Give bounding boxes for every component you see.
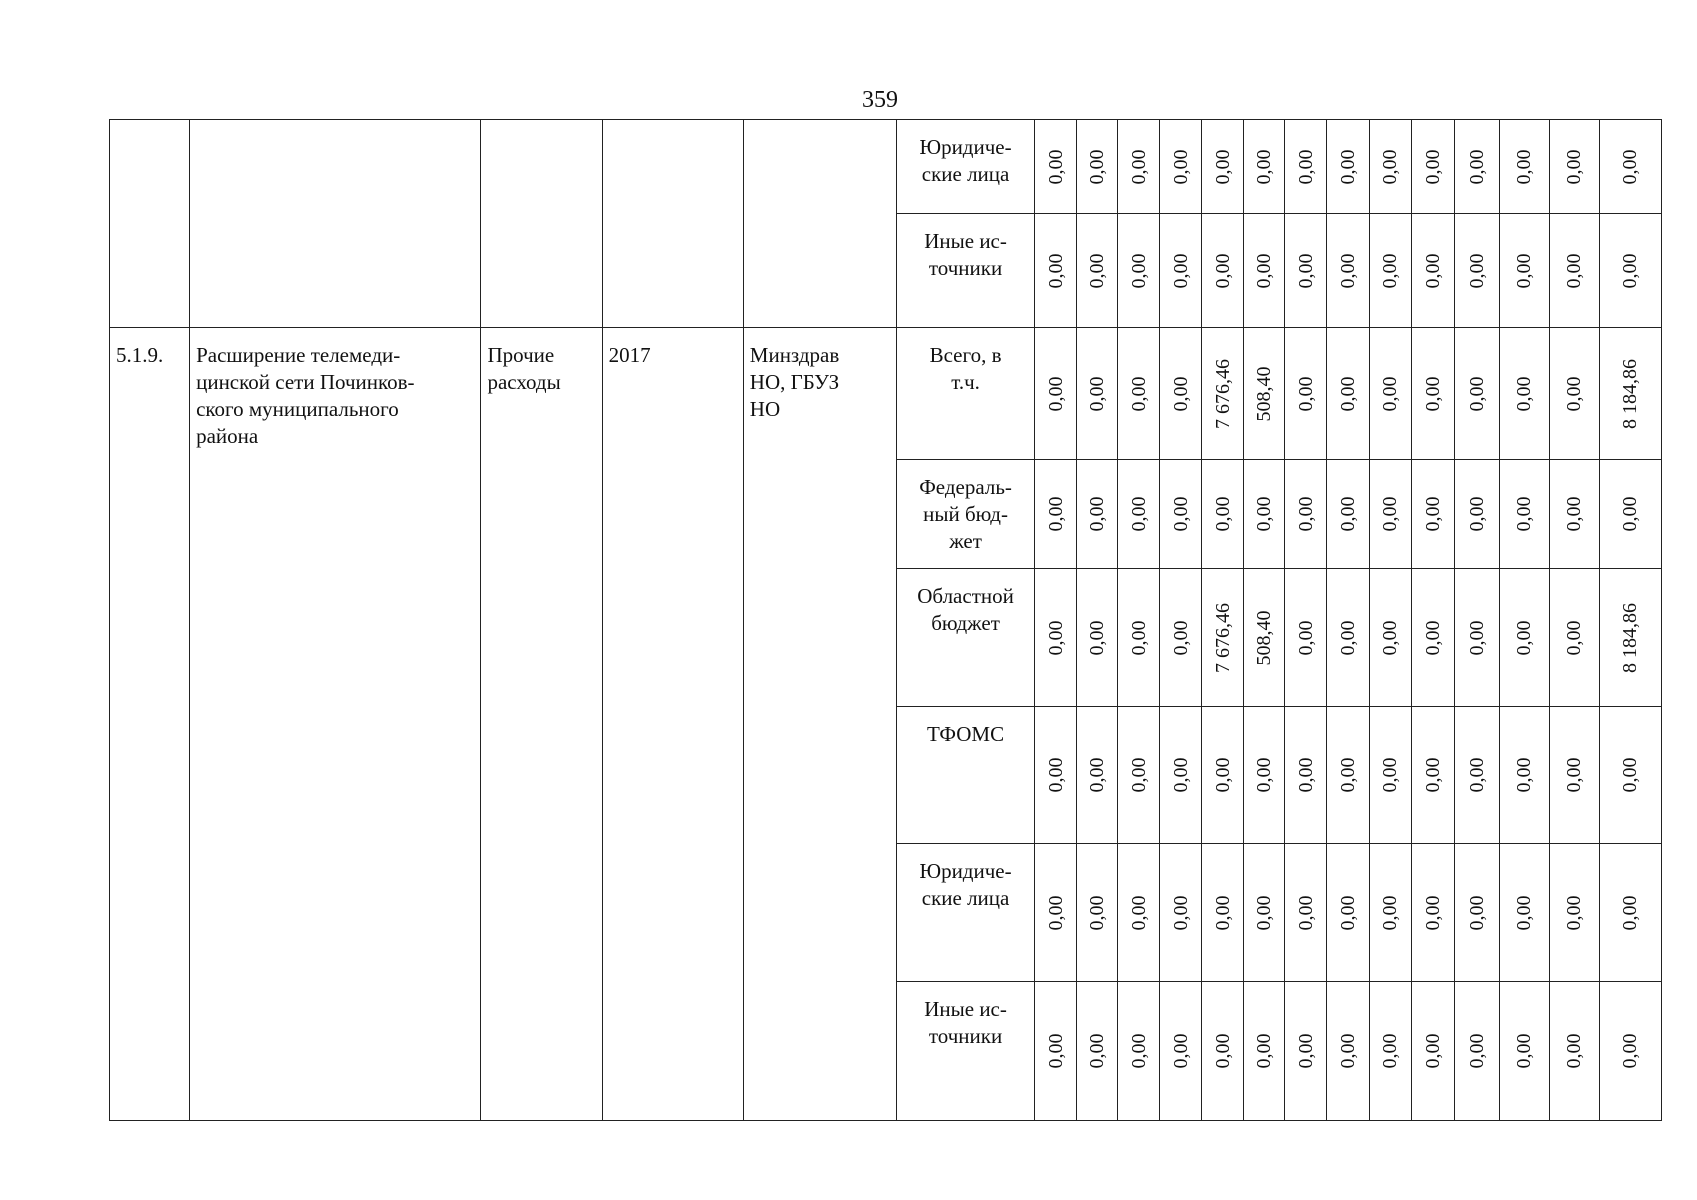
amount-cell (1160, 214, 1202, 328)
amount-value: 0,00 (1211, 757, 1234, 793)
amount-value: 0,00 (1044, 757, 1067, 793)
amount-cell (1327, 214, 1369, 328)
amount-value: 0,00 (1169, 376, 1192, 411)
amount-cell (1327, 120, 1369, 214)
amount-cell (1285, 120, 1327, 214)
amount-cell (1499, 982, 1549, 1121)
amount-cell (1160, 844, 1202, 982)
funding-source-line: Иные ис- (924, 997, 1007, 1021)
amount-value: 0,00 (1169, 895, 1192, 930)
amount-value: 0,00 (1127, 253, 1150, 288)
amount-cell (1599, 214, 1661, 328)
amount-value: 508,40 (1253, 610, 1276, 665)
amount-value: 0,00 (1127, 496, 1150, 532)
amount-value: 0,00 (1379, 757, 1402, 793)
amount-value: 0,00 (1421, 149, 1444, 184)
amount-cell (1549, 120, 1599, 214)
amount-value: 0,00 (1169, 253, 1192, 288)
amount-value: 0,00 (1294, 496, 1317, 532)
item-executor (743, 328, 896, 1121)
funding-source (896, 120, 1034, 214)
funding-source (896, 214, 1034, 328)
amount-cell (1411, 707, 1454, 844)
amount-value: 0,00 (1294, 149, 1317, 184)
amount-cell (1549, 982, 1599, 1121)
amount-value: 0,00 (1619, 253, 1642, 288)
amount-value: 0,00 (1465, 895, 1488, 930)
amount-value: 0,00 (1336, 149, 1359, 184)
table-row (110, 328, 1662, 460)
amount-value: 0,00 (1169, 149, 1192, 184)
amount-cell (1244, 120, 1285, 214)
amount-cell (1285, 214, 1327, 328)
amount-cell (1118, 844, 1160, 982)
amount-cell (1454, 460, 1499, 569)
amount-cell (1244, 569, 1285, 707)
amount-value: 8 184,86 (1619, 358, 1642, 429)
amount-cell (1411, 120, 1454, 214)
amount-cell (1035, 214, 1077, 328)
amount-value: 0,00 (1294, 620, 1317, 655)
amount-cell (1549, 844, 1599, 982)
amount-value: 0,00 (1421, 757, 1444, 793)
amount-cell (1549, 707, 1599, 844)
amount-value: 0,00 (1336, 620, 1359, 655)
amount-cell (1599, 120, 1661, 214)
amount-cell (1599, 328, 1661, 460)
amount-value: 0,00 (1513, 895, 1536, 930)
amount-value: 0,00 (1619, 757, 1642, 793)
amount-value: 0,00 (1379, 376, 1402, 411)
item-year: 2017 (602, 328, 743, 1121)
amount-value: 0,00 (1421, 620, 1444, 655)
amount-value: 0,00 (1336, 376, 1359, 411)
amount-value: 0,00 (1465, 757, 1488, 793)
amount-value: 0,00 (1421, 895, 1444, 930)
amount-cell (1035, 707, 1077, 844)
amount-value: 0,00 (1513, 496, 1536, 532)
amount-value: 0,00 (1465, 1033, 1488, 1069)
amount-value: 0,00 (1465, 620, 1488, 655)
amount-value: 0,00 (1513, 149, 1536, 184)
amount-cell (1244, 707, 1285, 844)
funding-source-line: ный бюд- (923, 502, 1008, 526)
amount-value: 0,00 (1086, 149, 1109, 184)
amount-cell (1285, 844, 1327, 982)
amount-value: 0,00 (1127, 895, 1150, 930)
amount-cell (1454, 214, 1499, 328)
amount-cell (1369, 120, 1411, 214)
expense-type-line: расходы (487, 370, 561, 394)
amount-value: 0,00 (1044, 620, 1067, 655)
amount-cell (1118, 120, 1160, 214)
funding-source-line: Областной (917, 584, 1014, 608)
amount-value: 508,40 (1253, 366, 1276, 421)
amount-value: 0,00 (1513, 376, 1536, 411)
amount-value: 0,00 (1044, 496, 1067, 532)
item-name-line: ского муниципального (196, 397, 399, 421)
amount-value: 0,00 (1619, 895, 1642, 930)
amount-value: 8 184,86 (1619, 602, 1642, 673)
amount-cell (1077, 120, 1118, 214)
amount-value: 0,00 (1619, 496, 1642, 532)
amount-cell (1599, 707, 1661, 844)
amount-value: 0,00 (1465, 496, 1488, 532)
amount-cell (1411, 328, 1454, 460)
empty-cell (602, 120, 743, 328)
amount-value: 0,00 (1336, 496, 1359, 532)
amount-value: 0,00 (1253, 1033, 1276, 1069)
amount-cell (1599, 844, 1661, 982)
amount-value: 0,00 (1086, 1033, 1109, 1069)
amount-cell (1411, 214, 1454, 328)
amount-cell (1202, 707, 1244, 844)
amount-value: 0,00 (1044, 253, 1067, 288)
amount-cell (1499, 120, 1549, 214)
funding-source-line: Юридиче- (919, 135, 1012, 159)
amount-cell (1549, 328, 1599, 460)
amount-cell (1411, 844, 1454, 982)
amount-cell (1202, 844, 1244, 982)
amount-value: 0,00 (1563, 620, 1586, 655)
amount-value: 0,00 (1563, 757, 1586, 793)
amount-value: 0,00 (1253, 253, 1276, 288)
amount-cell (1327, 460, 1369, 569)
amount-cell (1369, 569, 1411, 707)
funding-source-line: точники (928, 256, 1003, 280)
amount-value: 0,00 (1513, 1033, 1536, 1069)
amount-cell (1035, 982, 1077, 1121)
amount-value: 0,00 (1465, 376, 1488, 411)
amount-value: 0,00 (1563, 895, 1586, 930)
table-row (110, 120, 1662, 214)
item-name-line: цинской сети Починков- (196, 370, 415, 394)
amount-value: 0,00 (1253, 496, 1276, 532)
funding-source (896, 707, 1034, 844)
budget-table (109, 119, 1662, 1121)
amount-value: 0,00 (1379, 1033, 1402, 1069)
amount-value: 0,00 (1044, 895, 1067, 930)
amount-cell (1160, 569, 1202, 707)
amount-value: 0,00 (1169, 496, 1192, 532)
amount-cell (1369, 707, 1411, 844)
amount-cell (1454, 569, 1499, 707)
amount-cell (1035, 569, 1077, 707)
amount-value: 0,00 (1086, 496, 1109, 532)
amount-cell (1599, 460, 1661, 569)
amount-value: 7 676,46 (1211, 358, 1234, 429)
amount-cell (1499, 460, 1549, 569)
amount-cell (1035, 844, 1077, 982)
amount-value: 0,00 (1294, 376, 1317, 411)
amount-value: 0,00 (1044, 149, 1067, 184)
amount-cell (1499, 214, 1549, 328)
amount-cell (1160, 982, 1202, 1121)
amount-cell (1369, 844, 1411, 982)
amount-value: 0,00 (1336, 895, 1359, 930)
amount-value: 0,00 (1169, 1033, 1192, 1069)
item-name (190, 328, 481, 1121)
amount-value: 0,00 (1044, 376, 1067, 411)
funding-source-line: Федераль- (919, 475, 1012, 499)
amount-cell (1118, 328, 1160, 460)
page-number: 359 (862, 87, 898, 113)
amount-cell (1327, 844, 1369, 982)
amount-cell (1454, 328, 1499, 460)
funding-source-line: ские лица (921, 886, 1010, 910)
amount-cell (1499, 844, 1549, 982)
amount-value: 0,00 (1336, 757, 1359, 793)
amount-value: 0,00 (1211, 1033, 1234, 1069)
funding-source-line: бюджет (931, 611, 1000, 635)
amount-cell (1454, 982, 1499, 1121)
empty-cell (743, 120, 896, 328)
amount-value: 0,00 (1336, 1033, 1359, 1069)
amount-cell (1285, 569, 1327, 707)
item-executor-line: НО (749, 397, 781, 421)
amount-cell (1118, 982, 1160, 1121)
amount-value: 0,00 (1421, 496, 1444, 532)
item-executor-line: Минздрав (749, 343, 840, 367)
funding-source (896, 460, 1034, 569)
amount-value: 0,00 (1294, 1033, 1317, 1069)
amount-cell (1118, 707, 1160, 844)
amount-cell (1202, 120, 1244, 214)
amount-cell (1499, 328, 1549, 460)
amount-value: 0,00 (1379, 895, 1402, 930)
amount-cell (1327, 328, 1369, 460)
amount-cell (1327, 569, 1369, 707)
amount-value: 0,00 (1379, 149, 1402, 184)
amount-value: 0,00 (1044, 1033, 1067, 1069)
funding-source (896, 844, 1034, 982)
amount-value: 0,00 (1127, 1033, 1150, 1069)
amount-value: 0,00 (1086, 757, 1109, 793)
amount-cell (1285, 982, 1327, 1121)
funding-source-line: Всего, в (929, 343, 1002, 367)
item-number: 5.1.9. (110, 328, 190, 1121)
funding-source-line: Иные ис- (924, 229, 1007, 253)
amount-cell (1599, 982, 1661, 1121)
amount-value: 0,00 (1563, 376, 1586, 411)
amount-cell (1077, 707, 1118, 844)
amount-cell (1411, 569, 1454, 707)
item-executor-line: НО, ГБУЗ (749, 370, 840, 394)
amount-cell (1077, 844, 1118, 982)
amount-cell (1118, 569, 1160, 707)
amount-cell (1327, 707, 1369, 844)
amount-cell (1077, 328, 1118, 460)
expense-type-line: Прочие (487, 343, 555, 367)
amount-value: 0,00 (1253, 895, 1276, 930)
amount-cell (1411, 982, 1454, 1121)
amount-cell (1160, 328, 1202, 460)
item-name-line: Расширение телемеди- (196, 343, 401, 367)
amount-cell (1035, 328, 1077, 460)
amount-value: 0,00 (1211, 496, 1234, 532)
amount-value: 0,00 (1127, 757, 1150, 793)
funding-source-line: жет (949, 529, 982, 553)
amount-cell (1549, 214, 1599, 328)
amount-cell (1327, 982, 1369, 1121)
amount-cell (1202, 328, 1244, 460)
amount-value: 0,00 (1086, 376, 1109, 411)
funding-source-line: ские лица (921, 162, 1010, 186)
funding-source-line: Юридиче- (919, 859, 1012, 883)
amount-value: 0,00 (1379, 253, 1402, 288)
amount-value: 0,00 (1513, 620, 1536, 655)
amount-cell (1244, 982, 1285, 1121)
amount-cell (1549, 569, 1599, 707)
amount-cell (1202, 214, 1244, 328)
amount-cell (1369, 460, 1411, 569)
empty-cell (110, 120, 190, 328)
amount-value: 0,00 (1379, 496, 1402, 532)
item-name-line: района (196, 424, 259, 448)
amount-cell (1160, 120, 1202, 214)
amount-value: 0,00 (1619, 1033, 1642, 1069)
amount-cell (1077, 460, 1118, 569)
amount-value: 0,00 (1253, 757, 1276, 793)
amount-value: 0,00 (1253, 149, 1276, 184)
amount-cell (1549, 460, 1599, 569)
amount-cell (1202, 569, 1244, 707)
funding-source-line: точники (928, 1024, 1003, 1048)
amount-value: 0,00 (1169, 757, 1192, 793)
amount-cell (1035, 120, 1077, 214)
amount-value: 7 676,46 (1211, 602, 1234, 673)
amount-value: 0,00 (1211, 895, 1234, 930)
amount-value: 0,00 (1563, 253, 1586, 288)
amount-value: 0,00 (1336, 253, 1359, 288)
amount-value: 0,00 (1127, 149, 1150, 184)
amount-value: 0,00 (1211, 149, 1234, 184)
amount-value: 0,00 (1619, 149, 1642, 184)
amount-value: 0,00 (1421, 376, 1444, 411)
amount-cell (1599, 569, 1661, 707)
funding-source (896, 569, 1034, 707)
funding-source-line: т.ч. (951, 370, 980, 394)
amount-value: 0,00 (1086, 620, 1109, 655)
amount-value: 0,00 (1294, 253, 1317, 288)
amount-value: 0,00 (1211, 253, 1234, 288)
amount-value: 0,00 (1465, 149, 1488, 184)
amount-cell (1244, 328, 1285, 460)
amount-value: 0,00 (1379, 620, 1402, 655)
amount-cell (1285, 707, 1327, 844)
amount-cell (1077, 569, 1118, 707)
amount-cell (1454, 120, 1499, 214)
amount-cell (1411, 460, 1454, 569)
amount-value: 0,00 (1294, 757, 1317, 793)
funding-source (896, 328, 1034, 460)
amount-cell (1160, 707, 1202, 844)
amount-value: 0,00 (1513, 757, 1536, 793)
amount-cell (1244, 844, 1285, 982)
amount-cell (1499, 569, 1549, 707)
amount-cell (1454, 844, 1499, 982)
amount-value: 0,00 (1465, 253, 1488, 288)
amount-cell (1202, 460, 1244, 569)
amount-cell (1077, 214, 1118, 328)
amount-cell (1035, 460, 1077, 569)
amount-cell (1244, 214, 1285, 328)
amount-value: 0,00 (1127, 376, 1150, 411)
amount-value: 0,00 (1127, 620, 1150, 655)
amount-value: 0,00 (1421, 1033, 1444, 1069)
amount-cell (1499, 707, 1549, 844)
funding-source-line: ТФОМС (927, 722, 1005, 746)
amount-cell (1118, 460, 1160, 569)
amount-value: 0,00 (1086, 895, 1109, 930)
expense-type (481, 328, 602, 1121)
amount-cell (1202, 982, 1244, 1121)
amount-cell (1369, 982, 1411, 1121)
amount-cell (1244, 460, 1285, 569)
amount-value: 0,00 (1563, 496, 1586, 532)
amount-value: 0,00 (1563, 149, 1586, 184)
amount-cell (1454, 707, 1499, 844)
empty-cell (481, 120, 602, 328)
funding-source (896, 982, 1034, 1121)
amount-cell (1077, 982, 1118, 1121)
amount-value: 0,00 (1169, 620, 1192, 655)
amount-cell (1369, 328, 1411, 460)
amount-value: 0,00 (1513, 253, 1536, 288)
amount-cell (1118, 214, 1160, 328)
empty-cell (190, 120, 481, 328)
amount-cell (1285, 328, 1327, 460)
amount-cell (1160, 460, 1202, 569)
amount-value: 0,00 (1421, 253, 1444, 288)
amount-cell (1285, 460, 1327, 569)
amount-value: 0,00 (1086, 253, 1109, 288)
amount-value: 0,00 (1563, 1033, 1586, 1069)
amount-cell (1369, 214, 1411, 328)
amount-value: 0,00 (1294, 895, 1317, 930)
